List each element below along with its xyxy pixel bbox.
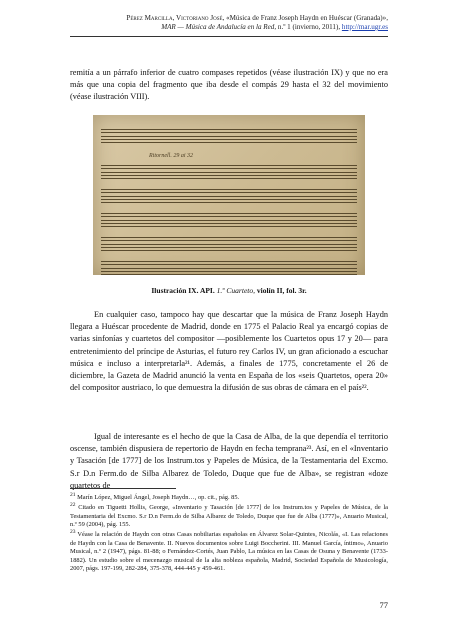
header-journal: MAR — Música de Andalucía en la Red (161, 23, 275, 31)
footnote-number: 21 (70, 491, 76, 498)
page-number: 77 (379, 600, 388, 610)
music-staff (101, 213, 357, 229)
footnote-number: 23 (70, 528, 76, 535)
header-rule (70, 36, 388, 37)
footnote-text: Marín López, Miguel Ángel, Joseph Haydn…, op. cit., pág. 85. (77, 494, 240, 501)
manuscript-illustration (93, 115, 365, 275)
music-staff (101, 261, 357, 275)
figure-caption (70, 286, 388, 295)
music-staff (101, 237, 357, 253)
footnote (70, 501, 388, 530)
footnotes (70, 491, 388, 575)
manuscript-inscription: Ritornell. 29 ai 32 (149, 153, 193, 159)
footnote-rule (70, 488, 176, 489)
running-header (70, 14, 388, 32)
header-url-link[interactable]: http://mar.ugr.es (341, 23, 388, 31)
paragraph-3: Igual de interesante es el hecho de que la Casa de Alba, de la que dependía el territorio oscense, también dispusiera de repertorio de Haydn en fecha temprana²³. Así, en el «Inventario y Tasación [de 1777] de los Instrum.tos y Papeles de Música, de la Testamentaria del Excmo. S.r D.n Ferm.do de Silba Albarez de Toledo, Duque que fue de Alba», se registran «doze quartetos de (70, 432, 388, 490)
footnote-text: Citado en Tiguetti Hollis, George, «Inventario y Tasación [de 1777] de los Instrum.tos y Papeles de Música, de la Testamentaria del Excmo. S.r D.n Ferm.do de Silba Albarez de Toledo, Duque que fue de Alba (1777)», Anuario Musical, n.º 59 (2004), pág. 155. (70, 504, 388, 528)
header-author: Pérez Marcilla, Victoriano José (126, 14, 223, 22)
music-staff (101, 129, 357, 145)
footnote (70, 491, 388, 503)
music-staff (101, 165, 357, 181)
header-issue: , n.º 1 (invierno, 2011), (274, 23, 342, 31)
caption-detail: violín II, fol. 3r. (254, 286, 307, 295)
paragraph-2: En cualquier caso, tampoco hay que descartar que la música de Franz Joseph Haydn llegara a Huéscar procedente de Madrid, donde en 1775 el Palacio Real ya encargó copias de varias sinfonías y cuartetos del compositor —posiblemente los Cuartetos opus 17 y 20— para entretenimiento del príncipe de Asturias, el futuro rey Carlos IV, un gran aficionado a escuchar música e incluso a interpretarla²¹. Además, a finales de 1775, concretamente el 26 de diciembre, la Gazeta de Madrid anunció la venta en España de los «seis Quartetos, opera 20» del compositor austriaco, lo que demuestra la difusión de sus obras de cámara en el país²². (70, 310, 388, 393)
music-staff (101, 189, 357, 205)
footnote-text: Véase la relación de Haydn con otras Casas nobiliarias españolas en Álvarez Solar-Quintes, Nicolás, «I. Las relaciones de Haydn con la Casa de Benavente. II. Nuevos documentos sobre Luigi Boccherini. III. Manuel García, íntimo», Anuario Musical, n.º 2 (1947), págs. 81-88; o Fernández-Cortés, Juan Pablo, La música en las Casas de Osuna y Benavente (1733-1882). Un estudio sobre el mecenazgo musical de la alta nobleza española, Madrid, Sociedad Española de Musicología, 2007, págs. 197-199, 282-284, 375-378, 444-445 y 459-461. (70, 531, 388, 572)
caption-label: Ilustración IX. API. (151, 286, 215, 295)
footnote-number: 22 (70, 501, 76, 508)
caption-source: 1.º Cuarteto, (214, 286, 255, 295)
header-article-title: , «Música de Franz Joseph Haydn en Huéscar (Granada)», (222, 14, 388, 22)
footnote (70, 528, 388, 574)
paragraph-1: remitía a un párrafo inferior de cuatro compases repetidos (véase ilustración IX) y que no era más que una copia del fragmento que iba desde el compás 29 hasta el 32 del movimiento (véase ilustración VIII). (70, 68, 388, 102)
